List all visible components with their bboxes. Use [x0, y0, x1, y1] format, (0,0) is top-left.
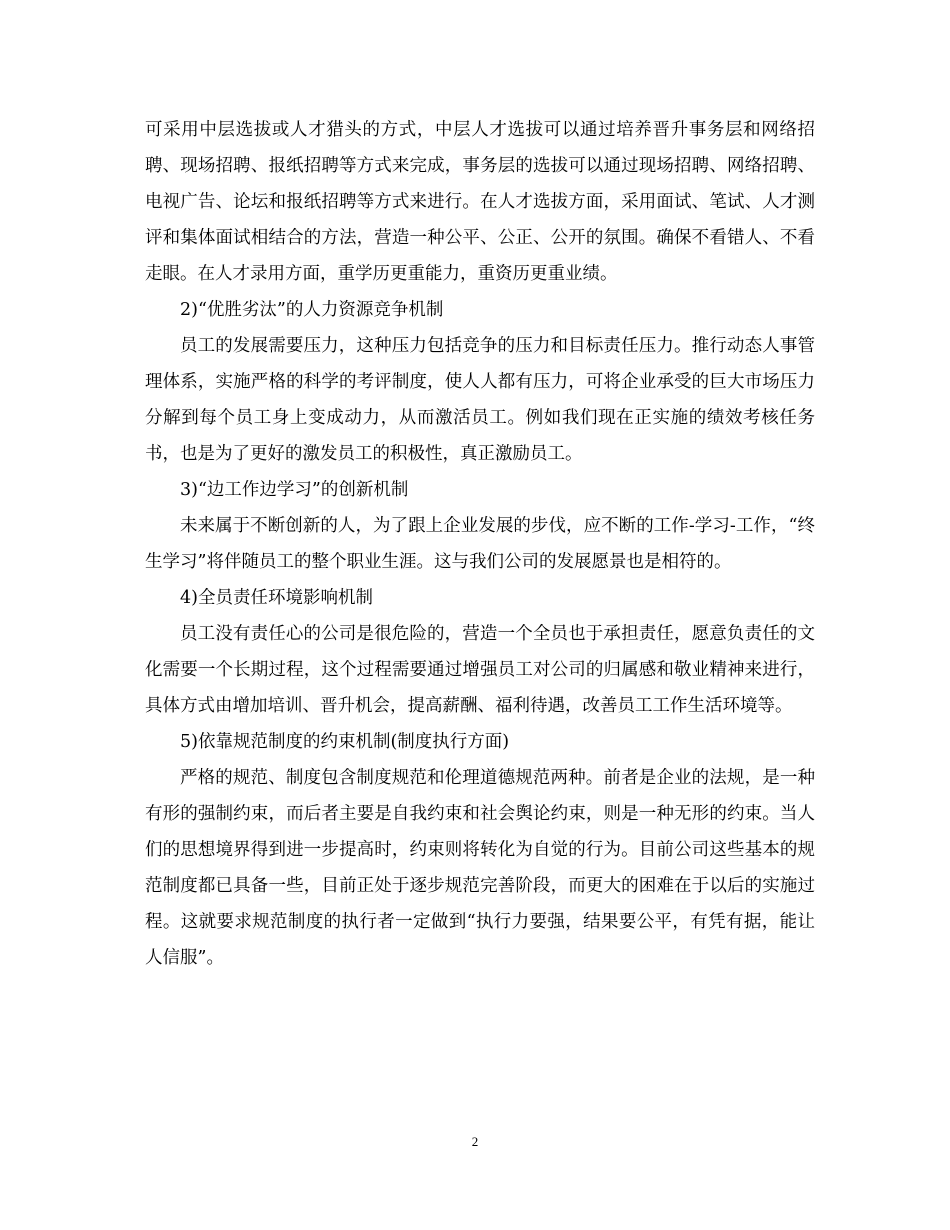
section-heading-competition: 2)“优胜劣汰”的人力资源竞争机制	[180, 300, 444, 320]
section-heading-innovation: 3)“边工作边学习”的创新机制	[180, 480, 409, 500]
paragraph-responsibility: 员工没有责任心的公司是很危险的，营造一个全员也于承担责任，愿意负责任的文化需要一个长期过程，这个过程需要通过增强员工对公司的归属感和敬业精神来进行，具体方式由增加培训、晋升机会，提高薪酬、福利待遇，改善员工工作生活环境等。	[145, 624, 815, 716]
paragraph-intro: 可采用中层选拔或人才猎头的方式，中层人才选拔可以通过培养晋升事务层和网络招聘、现场招聘、报纸招聘等方式来完成，事务层的选拔可以通过现场招聘、网络招聘、电视广告、论坛和报纸招聘等方式来进行。在人才选拔方面，采用面试、笔试、人才测评和集体面试相结合的方法，营造一种公平、公正、公开的氛围。确保不看错人、不看走眼。在人才录用方面，重学历更重能力，重资历更重业绩。	[145, 120, 815, 284]
page-number: 2	[471, 1134, 479, 1149]
paragraph-innovation: 未来属于不断创新的人，为了跟上企业发展的步伐，应不断的工作-学习-工作，“终生学习”将伴随员工的整个职业生涯。这与我们公司的发展愿景也是相符的。	[145, 516, 815, 572]
document-body	[145, 112, 815, 976]
paragraph-competition: 员工的发展需要压力，这种压力包括竞争的压力和目标责任压力。推行动态人事管理体系，实施严格的科学的考评制度，使人人都有压力，可将企业承受的巨大市场压力分解到每个员工身上变成动力，从而激活员工。例如我们现在正实施的绩效考核任务书，也是为了更好的激发员工的积极性，真正激励员工。	[145, 336, 815, 464]
section-heading-regulation: 5)依靠规范制度的约束机制(制度执行方面)	[180, 732, 510, 752]
paragraph-regulation: 严格的规范、制度包含制度规范和伦理道德规范两种。前者是企业的法规，是一种有形的强制约束，而后者主要是自我约束和社会舆论约束，则是一种无形的约束。当人们的思想境界得到进一步提高时，约束则将转化为自觉的行为。目前公司这些基本的规范制度都已具备一些，目前正处于逐步规范完善阶段，而更大的困难在于以后的实施过程。这就要求规范制度的执行者一定做到“执行力要强，结果要公平，有凭有据，能让人信服”。	[145, 768, 815, 968]
section-heading-responsibility: 4)全员责任环境影响机制	[180, 588, 373, 608]
